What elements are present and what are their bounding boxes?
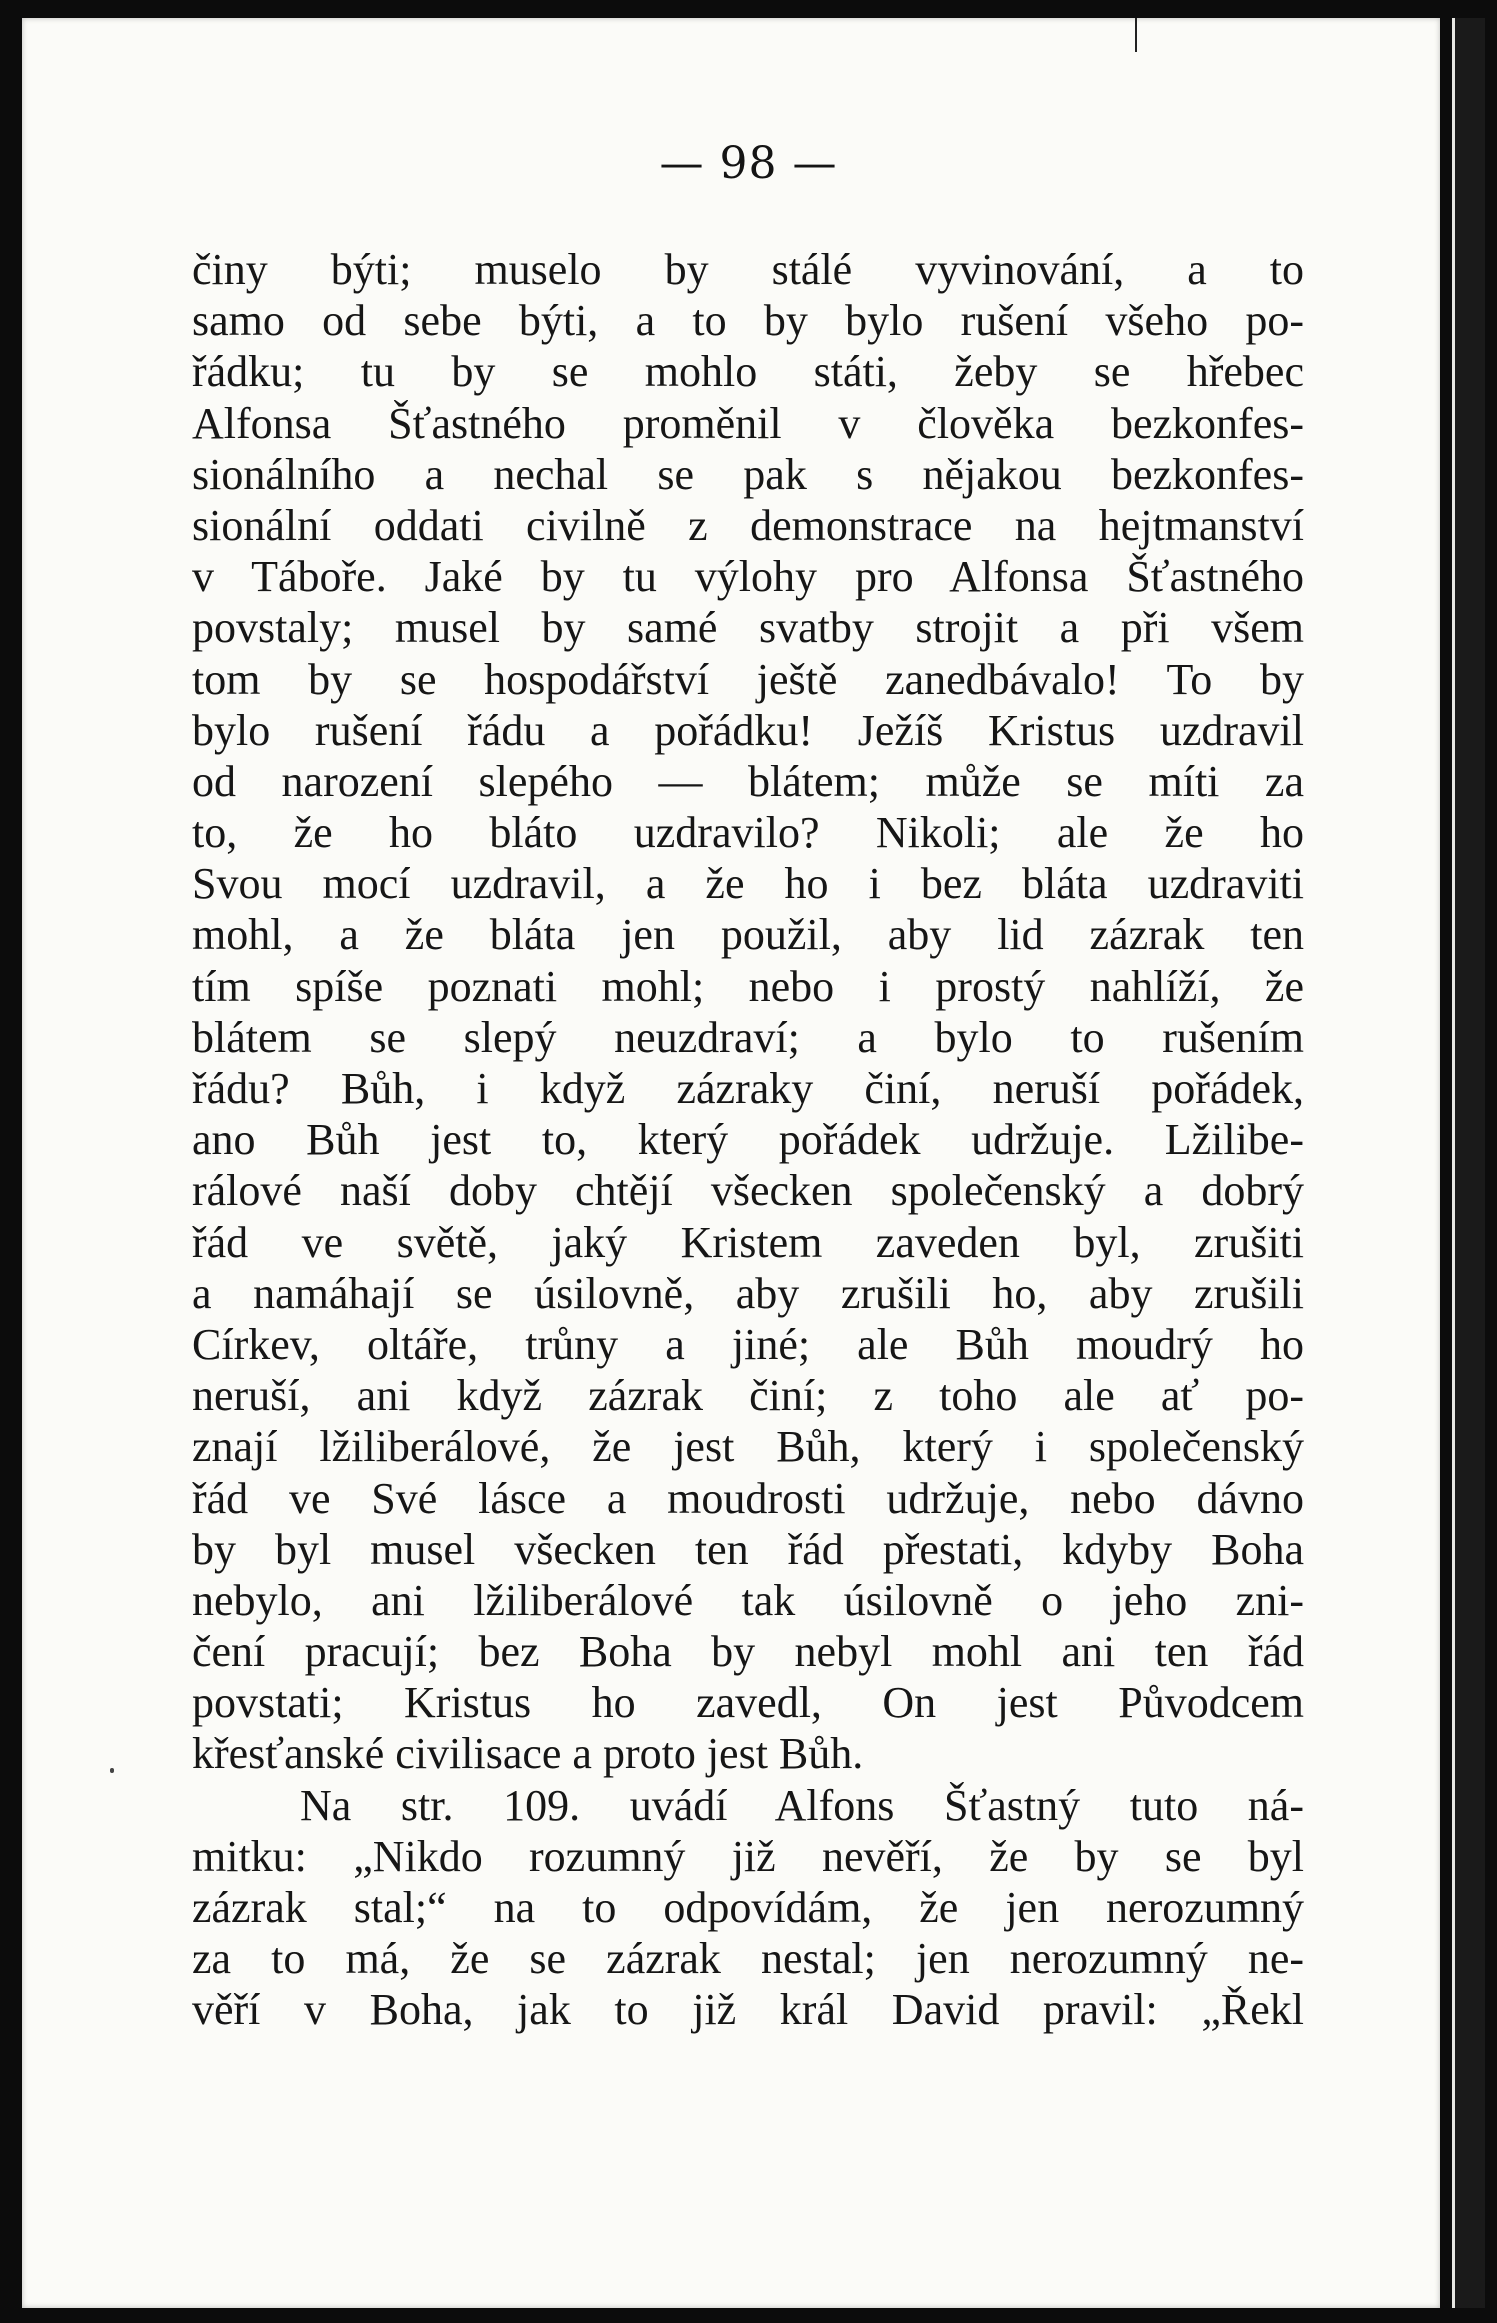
- adjacent-page-edge: [1452, 18, 1485, 2308]
- text-line: bylo rušení řádu a pořádku! Ježíš Kristus uzdravil: [192, 705, 1304, 755]
- text-line: řádku; tu by se mohlo státi, žeby se hřebec: [192, 347, 1304, 397]
- text-line: to, že ho bláto uzdravilo? Nikoli; ale že ho: [192, 808, 1304, 858]
- text-line: samo od sebe býti, a to by bylo rušení všeho po-: [192, 296, 1304, 346]
- text-line: neruší, ani když zázrak činí; z toho ale ať po-: [192, 1371, 1304, 1421]
- text-line: zázrak stal;“ na to odpovídám, že jen nerozumný: [192, 1883, 1304, 1932]
- text-line: a namáhají se úsilovně, aby zrušili ho, aby zrušili: [192, 1268, 1304, 1318]
- text-line: mohl, a že bláta jen použil, aby lid zázrak ten: [192, 910, 1304, 960]
- text-line: tím spíše poznati mohl; nebo i prostý nahlíží, že: [192, 961, 1304, 1011]
- text-line: Svou mocí uzdravil, a že ho i bez bláta uzdraviti: [192, 859, 1304, 909]
- text-line: sionální oddati civilně z demonstrace na hejtmanství: [192, 500, 1304, 550]
- text-line: v Táboře. Jaké by tu výlohy pro Alfonsa Šťastného: [192, 552, 1304, 602]
- scan-artifact-speck: [110, 1768, 114, 1773]
- text-line: činy býti; muselo by stálé vyvinování, a to: [192, 245, 1304, 294]
- text-line: povstati; Kristus ho zavedl, On jest Původcem: [192, 1678, 1304, 1728]
- text-line: povstaly; musel by samé svatby strojit a při všem: [192, 603, 1304, 653]
- text-line: sionálního a nechal se pak s nějakou bezkonfes-: [192, 449, 1304, 499]
- text-line: řád ve Své lásce a moudrosti udržuje, nebo dávno: [192, 1473, 1304, 1523]
- text-line: řádu? Bůh, i když zázraky činí, neruší pořádek,: [192, 1064, 1304, 1113]
- text-line: za to má, že se zázrak nestal; jen nerozumný ne-: [192, 1934, 1304, 1984]
- text-line: od narození slepého — blátem; může se míti za: [192, 756, 1304, 806]
- text-line: Alfonsa Šťastného proměnil v člověka bezkonfes-: [192, 398, 1304, 448]
- text-line: čení pracují; bez Boha by nebyl mohl ani ten řád: [192, 1627, 1304, 1677]
- text-line: by byl musel všecken ten řád přestati, kdyby Boha: [192, 1524, 1304, 1574]
- page-body-text: [192, 244, 1304, 2036]
- text-line: řád ve světě, jaký Kristem zaveden byl, zrušiti: [192, 1217, 1304, 1267]
- scan-artifact-tick: [1135, 18, 1137, 52]
- text-line: znají lžiliberálové, že jest Bůh, který i společenský: [192, 1422, 1304, 1472]
- paragraph-last-line: křesťanské civilisace a proto jest Bůh.: [192, 1729, 864, 1779]
- text-line: ano Bůh jest to, který pořádek udržuje. Lžilibe-: [192, 1115, 1304, 1165]
- page-number: — 98 —: [659, 138, 838, 189]
- text-line: nebylo, ani lžiliberálové tak úsilovně o jeho zni-: [192, 1575, 1304, 1625]
- text-line: blátem se slepý neuzdraví; a bylo to rušením: [192, 1012, 1304, 1062]
- text-line: rálové naší doby chtějí všecken společenský a dobrý: [192, 1166, 1304, 1216]
- text-line: Církev, oltáře, trůny a jiné; ale Bůh moudrý ho: [192, 1319, 1304, 1369]
- paragraph-first-line: Na str. 109. uvádí Alfons Šťastný tuto ná-: [300, 1780, 1304, 1830]
- text-line: věří v Boha, jak to již král David pravil: „Řekl: [192, 1985, 1304, 2035]
- text-line: tom by se hospodářství ještě zanedbávalo! To by: [192, 654, 1304, 704]
- text-line: mitku: „Nikdo rozumný již nevěří, že by se byl: [192, 1831, 1304, 1881]
